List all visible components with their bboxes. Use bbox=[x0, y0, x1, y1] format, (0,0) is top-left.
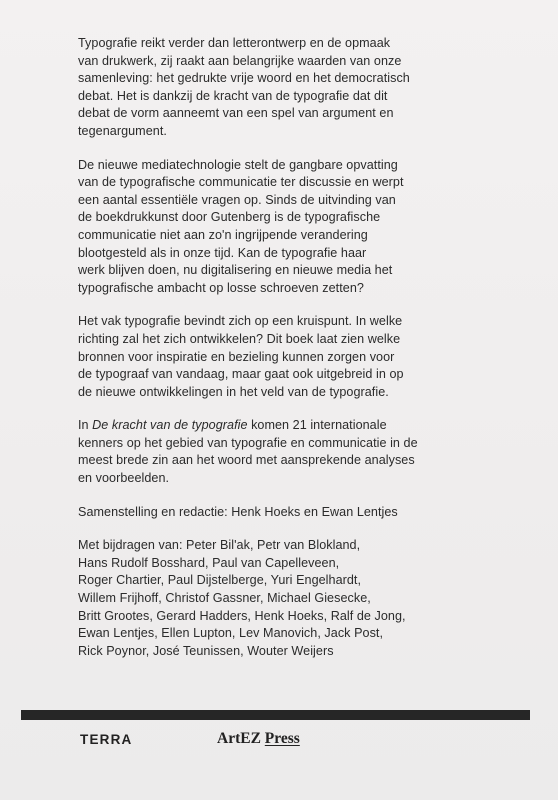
text-line: Met bijdragen van: Peter Bil'ak, Petr van Blokland, bbox=[78, 538, 361, 553]
text-line: kenners op het gebied van typografie en communicatie in de bbox=[78, 435, 418, 450]
paragraph-book-title bbox=[78, 417, 478, 487]
text-line: Britt Grootes, Gerard Hadders, Henk Hoeks, Ralf de Jong, bbox=[78, 608, 406, 623]
text-line: werk blijven doen, nu digitalisering en nieuwe media het bbox=[78, 263, 393, 278]
text-line: Ewan Lentjes, Ellen Lupton, Lev Manovich, Jack Post, bbox=[78, 626, 384, 641]
terra-logo: TERRA bbox=[80, 732, 133, 747]
text-line: van de typografische communicatie ter discussie en werpt bbox=[78, 175, 404, 190]
paragraph-editors bbox=[78, 504, 478, 522]
text-line: meest brede zin aan het woord met aansprekende analyses bbox=[78, 453, 415, 468]
text-line: debat. Het is dankzij de kracht van de typografie dat dit bbox=[78, 88, 388, 103]
text-line: van drukwerk, zij raakt aan belangrijke waarden van onze bbox=[78, 53, 402, 68]
paragraph-intro bbox=[78, 35, 478, 141]
text-line: Rick Poynor, José Teunissen, Wouter Weijers bbox=[78, 643, 334, 658]
text-line: samenleving: het gedrukte vrije woord en het democratisch bbox=[78, 71, 410, 86]
text-line: Het vak typografie bevindt zich op een kruispunt. In welke bbox=[78, 314, 403, 329]
artez-press-logo bbox=[217, 730, 300, 748]
footer-divider-bar bbox=[21, 710, 530, 720]
text-line: typografische ambacht op losse schroeven zetten? bbox=[78, 280, 364, 295]
artez-wordmark: ArtEZ bbox=[217, 730, 261, 747]
press-wordmark: Press bbox=[264, 730, 300, 747]
text-line: een aantal essentiële vragen op. Sinds de uitvinding van bbox=[78, 192, 396, 207]
text-line: Willem Frijhoff, Christof Gassner, Michael Giesecke, bbox=[78, 591, 371, 606]
text-line: Typografie reikt verder dan letterontwerp en de opmaak bbox=[78, 36, 391, 50]
text-suffix: komen 21 internationale bbox=[247, 418, 387, 433]
text-line: Hans Rudolf Bosshard, Paul van Capelleveen, bbox=[78, 555, 340, 570]
text-line: blootgesteld als in onze tijd. Kan de typografie haar bbox=[78, 245, 367, 260]
text-line: de typograaf van vandaag, maar gaat ook uitgebreid in op bbox=[78, 367, 404, 382]
paragraph-contributors bbox=[78, 537, 478, 660]
text-line: debat de vorm aanneemt van een spel van argument en bbox=[78, 106, 394, 121]
book-title: De kracht van de typografie bbox=[92, 418, 248, 433]
blurb-text bbox=[78, 35, 478, 676]
text-line: De nieuwe mediatechnologie stelt de gangbare opvatting bbox=[78, 157, 398, 172]
paragraph-crossroads bbox=[78, 313, 478, 401]
text-line: Roger Chartier, Paul Dijstelberge, Yuri Engelhardt, bbox=[78, 573, 362, 588]
text-line: richting zal het zich ontwikkelen? Dit boek laat zien welke bbox=[78, 331, 401, 346]
text-line: Samenstelling en redactie: Henk Hoeks en Ewan Lentjes bbox=[78, 504, 398, 519]
text-line: de boekdrukkunst door Gutenberg is de typografische bbox=[78, 210, 381, 225]
text-line: tegenargument. bbox=[78, 123, 167, 138]
text-line: de nieuwe ontwikkelingen in het veld van de typografie. bbox=[78, 384, 389, 399]
text-prefix: In bbox=[78, 418, 93, 433]
text-line: bronnen voor inspiratie en bezieling kunnen zorgen voor bbox=[78, 349, 395, 364]
text-line bbox=[78, 417, 478, 435]
text-line: communicatie niet aan zo'n ingrijpende verandering bbox=[78, 227, 368, 242]
paragraph-media bbox=[78, 157, 478, 298]
text-line: en voorbeelden. bbox=[78, 471, 170, 486]
